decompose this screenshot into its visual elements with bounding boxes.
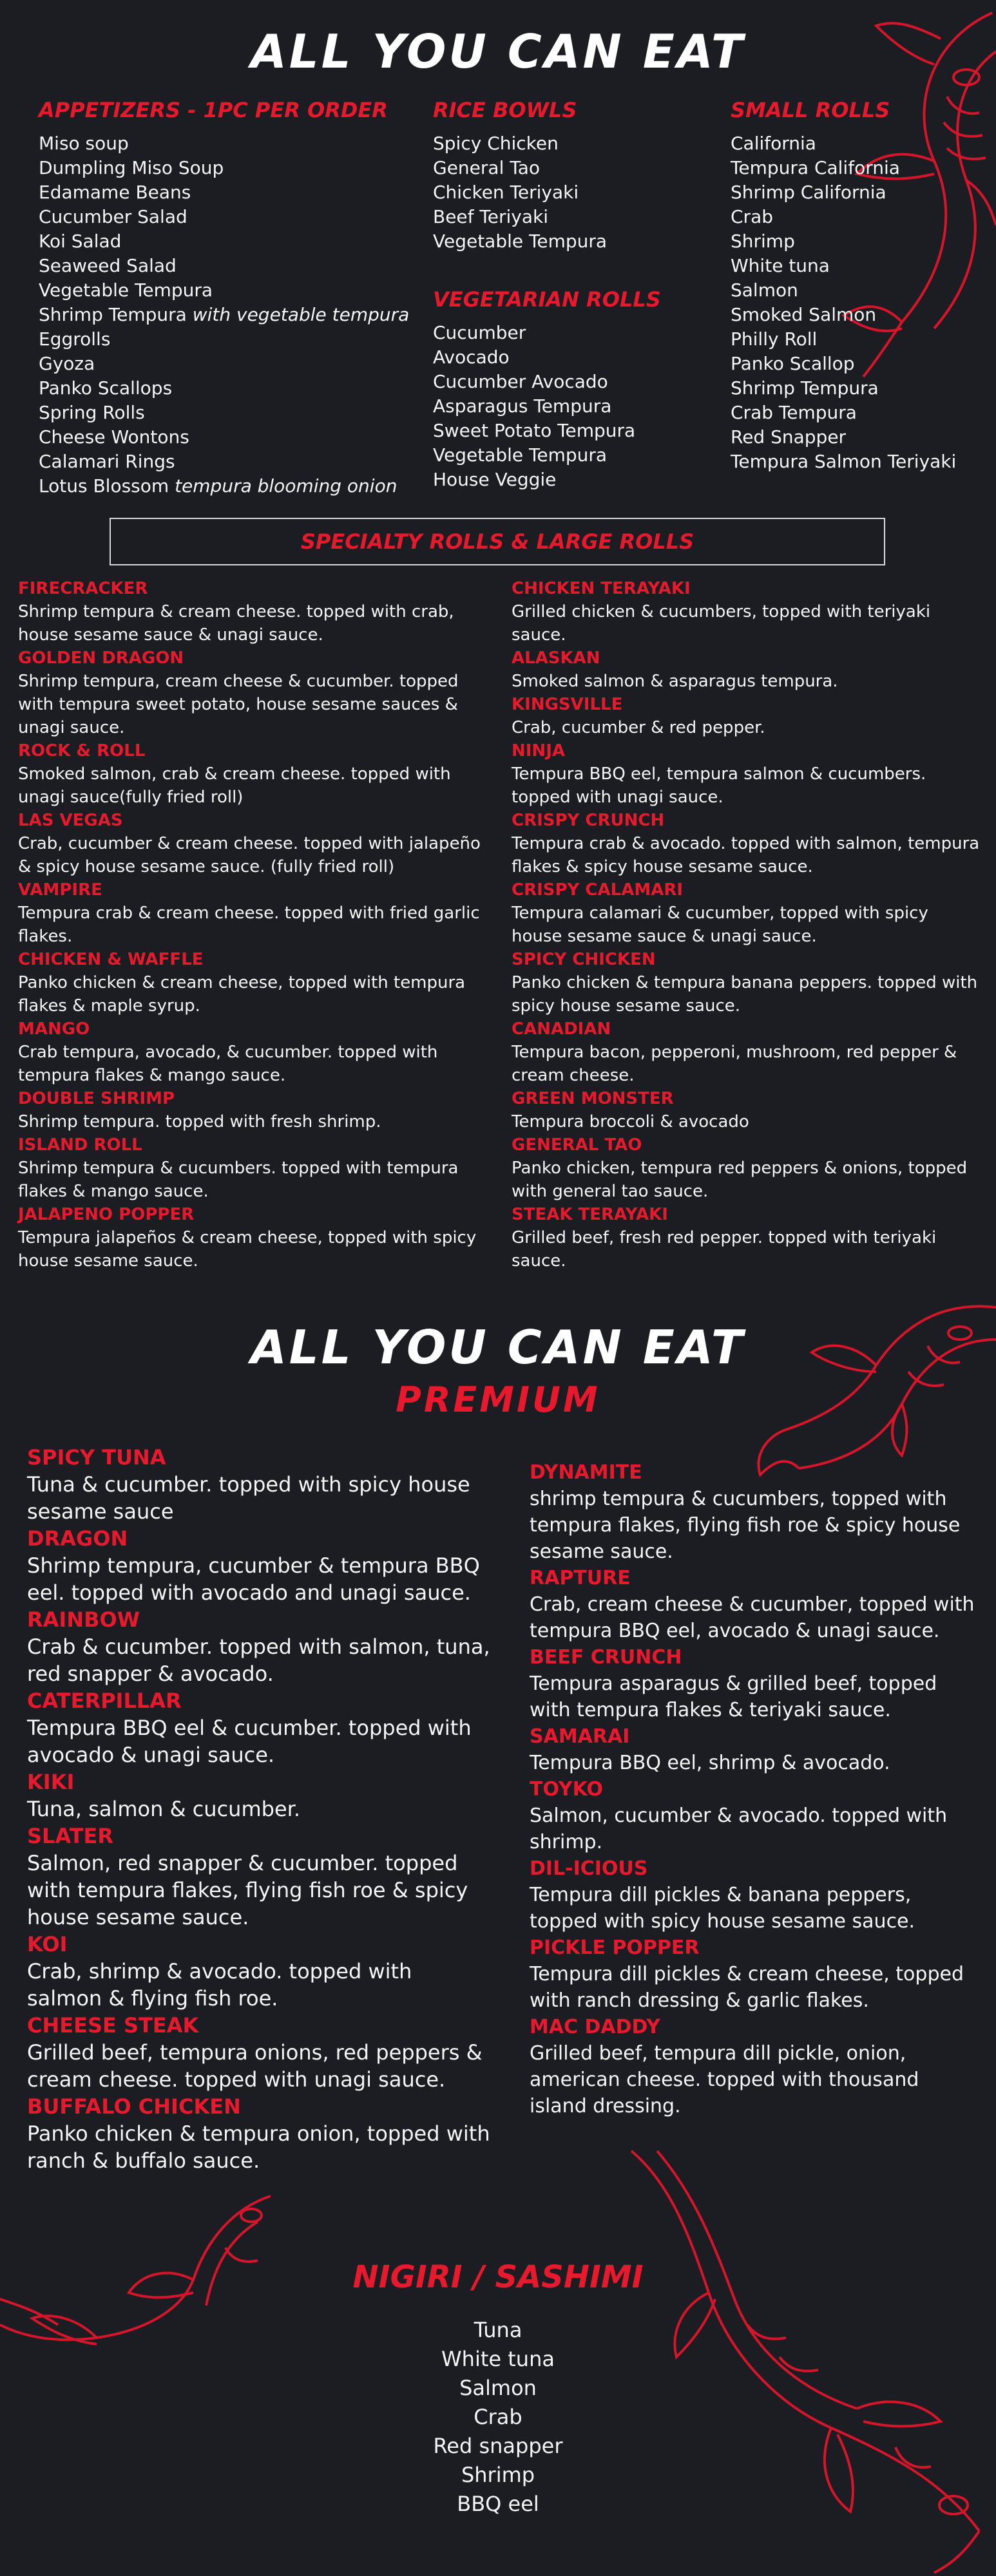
roll-description: Tempura dill pickles & cream cheese, topped with ranch dressing & garlic flakes.: [530, 1963, 964, 2012]
roll-name: CHICKEN TERAYAKI: [512, 579, 691, 598]
premium-roll: [27, 2093, 491, 2174]
premium-roll: [27, 1823, 491, 1931]
roll-name: MAC DADDY: [530, 2016, 660, 2038]
roll-description: Tempura broccoli & avocado: [512, 1112, 749, 1132]
roll-name: KOI: [27, 1932, 68, 1956]
roll-description: Crab, cucumber & cream cheese. topped with jalapeño & spicy house sesame sauce. (fully fried roll): [18, 834, 481, 876]
vegetarian-roll-item: Cucumber Avocado: [433, 371, 608, 392]
roll-description: Grilled beef, tempura dill pickle, onion, american cheese. topped with thousand island dressing.: [530, 2042, 919, 2117]
appetizer-name: Dumpling Miso Soup: [39, 157, 224, 178]
rice-bowls-heading: RICE BOWLS: [433, 98, 577, 122]
small-roll-item: Philly Roll: [731, 328, 818, 350]
specialty-roll: [512, 739, 982, 809]
vegetarian-rolls-column: [433, 287, 704, 492]
roll-name: STEAK TERAYAKI: [512, 1205, 668, 1224]
appetizer-name: Koi Salad: [39, 231, 122, 252]
nigiri-item: Red snapper: [433, 2434, 563, 2458]
appetizer-name: Shrimp Tempura: [39, 304, 187, 325]
small-rolls-list: [731, 131, 988, 474]
roll-name: GENERAL TAO: [512, 1135, 642, 1155]
appetizer-item: [39, 425, 425, 450]
vegetarian-roll-item: Cucumber: [433, 322, 526, 343]
appetizer-name: Calamari Rings: [39, 451, 175, 472]
small-roll-item: Shrimp California: [731, 182, 886, 203]
roll-description: shrimp tempura & cucumbers, topped with tempura flakes, flying fish roe & spicy house sesame sauce.: [530, 1488, 961, 1563]
rice-bowl-item: Beef Teriyaki: [433, 206, 549, 227]
roll-description: Crab & cucumber. topped with salmon, tuna, red snapper & avocado.: [27, 1634, 490, 1686]
vegetarian-roll-item: Sweet Potato Tempura: [433, 420, 636, 441]
appetizer-item: [39, 156, 425, 180]
roll-name: MANGO: [18, 1019, 90, 1039]
appetizer-name: Cucumber Salad: [39, 206, 187, 227]
specialty-roll: [18, 878, 482, 948]
roll-name: CRISPY CALAMARI: [512, 880, 684, 900]
roll-description: Panko chicken & cream cheese, topped with tempura flakes & maple syrup.: [18, 973, 466, 1016]
specialty-roll: [18, 1203, 482, 1273]
roll-name: BEEF CRUNCH: [530, 1646, 682, 1669]
roll-description: Tempura crab & avocado. topped with salmon, tempura flakes & spicy house sesame sauce.: [512, 834, 980, 876]
appetizer-item: [39, 352, 425, 376]
roll-name: GOLDEN DRAGON: [18, 649, 184, 668]
rice-bowl-item: General Tao: [433, 157, 541, 178]
roll-name: CRISPY CRUNCH: [512, 811, 665, 830]
roll-description: Crab, shrimp & avocado. topped with salmon & flying fish roe.: [27, 1959, 412, 2011]
vegetarian-roll-item: Avocado: [433, 346, 510, 368]
appetizers-list: [39, 131, 425, 498]
roll-name: RAPTURE: [530, 1567, 631, 1589]
vegetarian-rolls-heading: VEGETARIAN ROLLS: [433, 287, 661, 312]
premium-roll: [530, 1459, 981, 1565]
roll-description: Tempura calamari & cucumber, topped with spicy house sesame sauce & unagi sauce.: [512, 904, 928, 946]
roll-description: Shrimp tempura. topped with fresh shrimp.: [18, 1112, 381, 1132]
roll-name: PICKLE POPPER: [530, 1937, 700, 1959]
appetizer-name: Miso soup: [39, 133, 129, 154]
appetizers-heading: APPETIZERS - 1PC PER ORDER: [39, 98, 388, 122]
small-roll-item: Tempura California: [731, 157, 900, 178]
premium-subtitle: PREMIUM: [396, 1379, 600, 1420]
specialty-roll: [512, 1203, 982, 1273]
specialty-roll: [18, 1018, 482, 1087]
nigiri-list: [0, 2316, 996, 2519]
rice-bowls-list: [433, 131, 704, 254]
roll-description: Shrimp tempura, cucumber & tempura BBQ eel. topped with avocado and unagi sauce.: [27, 1553, 480, 1605]
roll-name: NINJA: [512, 741, 565, 761]
vegetarian-rolls-list: [433, 321, 704, 492]
appetizer-item: [39, 401, 425, 425]
rice-bowls-column: [433, 98, 704, 254]
appetizer-name: Cheese Wontons: [39, 426, 189, 448]
roll-name: DOUBLE SHRIMP: [18, 1089, 175, 1108]
roll-name: DYNAMITE: [530, 1461, 642, 1484]
roll-name: KIKI: [27, 1770, 75, 1794]
appetizer-name: Panko Scallops: [39, 377, 173, 399]
rice-bowl-item: Vegetable Tempura: [433, 231, 608, 252]
roll-description: Tempura asparagus & grilled beef, topped with tempura flakes & teriyaki sauce.: [530, 1672, 937, 1721]
small-roll-item: Panko Scallop: [731, 353, 855, 374]
specialty-roll: [512, 878, 982, 948]
premium-roll: [27, 1444, 491, 1525]
specialty-roll: [512, 1087, 982, 1133]
appetizer-item: [39, 376, 425, 401]
vegetarian-roll-item: Vegetable Tempura: [433, 444, 608, 466]
roll-description: Panko chicken & tempura onion, topped with ranch & buffalo sauce.: [27, 2121, 490, 2173]
appetizer-name: Spring Rolls: [39, 402, 145, 423]
roll-name: GREEN MONSTER: [512, 1089, 674, 1108]
small-roll-item: Crab Tempura: [731, 402, 857, 423]
roll-description: Grilled beef, fresh red pepper. topped with teriyaki sauce.: [512, 1228, 937, 1271]
roll-name: FIRECRACKER: [18, 579, 148, 598]
vegetarian-roll-item: House Veggie: [433, 469, 557, 490]
roll-description: Shrimp tempura & cucumbers. topped with tempura flakes & mango sauce.: [18, 1159, 459, 1201]
rice-bowl-item: Chicken Teriyaki: [433, 182, 579, 203]
appetizer-name: Lotus Blossom: [39, 475, 169, 497]
nigiri-item: Crab: [474, 2405, 522, 2429]
specialty-heading-box: [110, 518, 885, 565]
appetizer-item: [39, 474, 425, 498]
specialty-roll: [18, 1133, 482, 1203]
specialty-roll: [18, 647, 482, 739]
small-roll-item: White tuna: [731, 255, 830, 276]
small-roll-item: Shrimp Tempura: [731, 377, 879, 399]
roll-description: Crab tempura, avocado, & cucumber. topped with tempura flakes & mango sauce.: [18, 1043, 438, 1085]
roll-description: Shrimp tempura & cream cheese. topped with crab, house sesame sauce & unagi sauce.: [18, 602, 454, 645]
specialty-roll: [18, 577, 482, 647]
specialty-roll: [512, 577, 982, 647]
premium-roll: [27, 1606, 491, 1687]
roll-name: DIL-ICIOUS: [530, 1857, 648, 1880]
nigiri-item: Salmon: [459, 2376, 537, 2400]
premium-roll: [530, 2014, 981, 2119]
roll-description: Panko chicken & tempura banana peppers. topped with spicy house sesame sauce.: [512, 973, 978, 1016]
premium-left-column: [27, 1444, 491, 2174]
roll-description: Crab, cream cheese & cucumber, topped with tempura BBQ eel, avocado & unagi sauce.: [530, 1593, 975, 1642]
premium-roll: [27, 1768, 491, 1823]
roll-description: Grilled chicken & cucumbers, topped with teriyaki sauce.: [512, 602, 931, 645]
roll-name: SAMARAI: [530, 1725, 630, 1748]
nigiri-heading: NIGIRI / SASHIMI: [352, 2259, 644, 2295]
roll-description: Tempura crab & cream cheese. topped with fried garlic flakes.: [18, 904, 480, 946]
appetizer-item: [39, 327, 425, 352]
premium-roll: [530, 1776, 981, 1855]
roll-name: JALAPENO POPPER: [18, 1205, 195, 1224]
roll-description: Tempura dill pickles & banana peppers, topped with spicy house sesame sauce.: [530, 1884, 915, 1933]
roll-description: Smoked salmon, crab & cream cheese. topped with unagi sauce(fully fried roll): [18, 764, 451, 807]
roll-name: KINGSVILLE: [512, 695, 623, 714]
appetizer-name: Vegetable Tempura: [39, 279, 213, 301]
appetizers-column: [39, 98, 425, 498]
appetizer-item: [39, 131, 425, 156]
premium-roll: [530, 1644, 981, 1723]
specialty-roll: [512, 948, 982, 1018]
roll-name: LAS VEGAS: [18, 811, 123, 830]
roll-name: DRAGON: [27, 1526, 128, 1551]
roll-name: RAINBOW: [27, 1607, 140, 1632]
roll-name: SLATER: [27, 1824, 114, 1848]
roll-description: Tempura jalapeños & cream cheese, topped with spicy house sesame sauce.: [18, 1228, 477, 1271]
small-roll-item: Salmon: [731, 279, 798, 301]
appetizer-name: Seaweed Salad: [39, 255, 177, 276]
appetizer-item: [39, 229, 425, 254]
roll-name: VAMPIRE: [18, 880, 102, 900]
roll-name: ROCK & ROLL: [18, 741, 146, 761]
appetizer-item: [39, 278, 425, 303]
roll-description: Tempura BBQ eel, shrimp & avocado.: [530, 1752, 890, 1774]
small-roll-item: California: [731, 133, 816, 154]
roll-name: ALASKAN: [512, 649, 600, 668]
premium-roll: [27, 1687, 491, 1768]
premium-roll: [530, 1855, 981, 1935]
specialty-heading: SPECIALTY ROLLS & LARGE ROLLS: [300, 529, 694, 554]
specialty-right-column: [512, 577, 982, 1273]
page-title: ALL YOU CAN EAT: [251, 24, 745, 79]
roll-description: Salmon, cucumber & avocado. topped with shrimp.: [530, 1804, 948, 1853]
small-roll-item: Tempura Salmon Teriyaki: [731, 451, 957, 472]
appetizer-name: Eggrolls: [39, 328, 111, 350]
specialty-roll: [18, 809, 482, 878]
roll-description: Shrimp tempura, cream cheese & cucumber. topped with tempura sweet potato, house sesame sauces & unagi sauce.: [18, 672, 459, 737]
premium-title: ALL YOU CAN EAT: [251, 1320, 745, 1374]
nigiri-item: Shrimp: [461, 2463, 535, 2487]
small-roll-item: Smoked Salmon: [731, 304, 877, 325]
specialty-roll: [18, 739, 482, 809]
specialty-roll: [512, 809, 982, 878]
appetizer-name: Gyoza: [39, 353, 95, 374]
specialty-roll: [512, 1018, 982, 1087]
appetizer-note: with vegetable tempura: [192, 304, 410, 325]
small-roll-item: Red Snapper: [731, 426, 847, 448]
premium-roll: [27, 1525, 491, 1606]
nigiri-item: Tuna: [474, 2318, 522, 2342]
appetizer-name: Edamame Beans: [39, 182, 191, 203]
roll-name: BUFFALO CHICKEN: [27, 2094, 241, 2119]
small-roll-item: Shrimp: [731, 231, 795, 252]
premium-roll: [27, 1931, 491, 2012]
appetizer-item: [39, 450, 425, 474]
roll-description: Tempura BBQ eel & cucumber. topped with avocado & unagi sauce.: [27, 1716, 472, 1767]
small-roll-item: Crab: [731, 206, 773, 227]
specialty-roll: [512, 1133, 982, 1203]
premium-roll: [530, 1935, 981, 2014]
roll-name: CANADIAN: [512, 1019, 611, 1039]
roll-name: CATERPILLAR: [27, 1689, 182, 1713]
roll-description: Tempura bacon, pepperoni, mushroom, red pepper & cream cheese.: [512, 1043, 957, 1085]
specialty-roll: [18, 948, 482, 1018]
rice-bowl-item: Spicy Chicken: [433, 133, 559, 154]
roll-description: Tuna, salmon & cucumber.: [27, 1797, 301, 1821]
specialty-left-column: [18, 577, 482, 1273]
specialty-roll: [512, 647, 982, 693]
roll-description: Tempura BBQ eel, tempura salmon & cucumbers. topped with unagi sauce.: [512, 764, 926, 807]
nigiri-item: White tuna: [441, 2347, 555, 2371]
roll-description: Salmon, red snapper & cucumber. topped with tempura flakes, flying fish roe & spicy house sesame sauce.: [27, 1851, 468, 1929]
roll-name: CHEESE STEAK: [27, 2013, 199, 2038]
premium-roll: [530, 1565, 981, 1644]
roll-description: Grilled beef, tempura onions, red peppers & cream cheese. topped with unagi sauce.: [27, 2040, 483, 2092]
specialty-roll: [512, 693, 982, 739]
premium-roll: [27, 2012, 491, 2093]
premium-right-column: [530, 1459, 981, 2119]
roll-description: Panko chicken, tempura red peppers & onions, topped with general tao sauce.: [512, 1159, 968, 1201]
roll-name: CHICKEN & WAFFLE: [18, 950, 204, 969]
roll-name: TOYKO: [530, 1778, 604, 1801]
appetizer-item: [39, 205, 425, 229]
small-rolls-column: [731, 98, 988, 474]
nigiri-item: BBQ eel: [457, 2492, 539, 2516]
roll-description: Tuna & cucumber. topped with spicy house sesame sauce: [27, 1472, 470, 1524]
roll-name: SPICY CHICKEN: [512, 950, 656, 969]
appetizer-item: [39, 303, 425, 327]
roll-name: ISLAND ROLL: [18, 1135, 142, 1155]
small-rolls-heading: SMALL ROLLS: [731, 98, 890, 122]
vegetarian-roll-item: Asparagus Tempura: [433, 395, 612, 417]
appetizer-item: [39, 254, 425, 278]
roll-name: SPICY TUNA: [27, 1445, 166, 1470]
appetizer-note: tempura blooming onion: [175, 475, 397, 497]
roll-description: Smoked salmon & asparagus tempura.: [512, 672, 838, 691]
appetizer-item: [39, 180, 425, 205]
specialty-roll: [18, 1087, 482, 1133]
roll-description: Crab, cucumber & red pepper.: [512, 718, 765, 737]
premium-roll: [530, 1723, 981, 1776]
